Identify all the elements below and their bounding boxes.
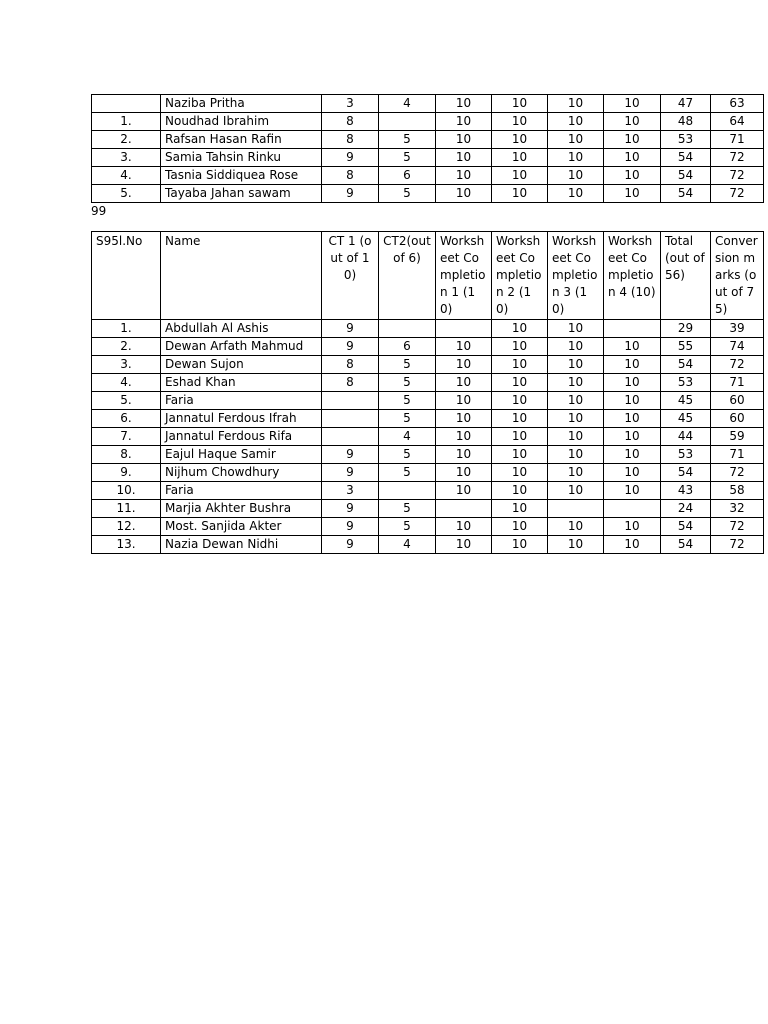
serial-cell: 7. (92, 428, 161, 446)
name-cell: Dewan Sujon (161, 356, 322, 374)
ws4-cell: 10 (604, 356, 661, 374)
total-cell: 44 (661, 428, 711, 446)
ws3-cell: 10 (548, 356, 604, 374)
ws4-cell: 10 (604, 446, 661, 464)
ct2-cell: 5 (379, 410, 436, 428)
ws3-cell: 10 (548, 464, 604, 482)
serial-cell: 4. (92, 167, 161, 185)
conversion-cell: 58 (711, 482, 764, 500)
ct2-cell: 5 (379, 392, 436, 410)
table-row (92, 464, 764, 482)
ws2-cell: 10 (492, 131, 548, 149)
table-row (92, 410, 764, 428)
ws3-cell: 10 (548, 338, 604, 356)
ws1-cell (436, 500, 492, 518)
table-row (92, 95, 764, 113)
ws4-cell: 10 (604, 374, 661, 392)
ws1-cell: 10 (436, 149, 492, 167)
table-row (92, 518, 764, 536)
ws2-cell: 10 (492, 167, 548, 185)
header-ws2: Worksheet Completion 2 (10) (492, 232, 548, 320)
ws4-cell (604, 320, 661, 338)
conversion-cell: 71 (711, 374, 764, 392)
ws3-cell: 10 (548, 536, 604, 554)
name-cell: Most. Sanjida Akter (161, 518, 322, 536)
total-cell: 54 (661, 356, 711, 374)
ws2-cell: 10 (492, 113, 548, 131)
ws4-cell: 10 (604, 464, 661, 482)
total-cell: 54 (661, 464, 711, 482)
ws3-cell: 10 (548, 185, 604, 203)
table-row (92, 338, 764, 356)
ws4-cell: 10 (604, 167, 661, 185)
ws1-cell: 10 (436, 410, 492, 428)
conversion-cell: 63 (711, 95, 764, 113)
conversion-cell: 72 (711, 536, 764, 554)
conversion-cell: 72 (711, 149, 764, 167)
ws3-cell: 10 (548, 149, 604, 167)
ws4-cell: 10 (604, 392, 661, 410)
conversion-cell: 72 (711, 185, 764, 203)
header-serial: S95l.No (92, 232, 161, 320)
ct1-cell: 8 (322, 356, 379, 374)
ct2-cell (379, 320, 436, 338)
ws4-cell: 10 (604, 149, 661, 167)
name-cell: Rafsan Hasan Rafin (161, 131, 322, 149)
ct1-cell: 8 (322, 374, 379, 392)
ws1-cell: 10 (436, 392, 492, 410)
ws4-cell: 10 (604, 410, 661, 428)
serial-cell: 5. (92, 185, 161, 203)
ws1-cell: 10 (436, 446, 492, 464)
name-cell: Noudhad Ibrahim (161, 113, 322, 131)
ct2-cell: 5 (379, 185, 436, 203)
serial-cell: 5. (92, 392, 161, 410)
ct2-cell: 5 (379, 446, 436, 464)
ws1-cell: 10 (436, 482, 492, 500)
header-ct2: CT2(out of 6) (379, 232, 436, 320)
ws3-cell: 10 (548, 320, 604, 338)
ws3-cell (548, 500, 604, 518)
table-row (92, 428, 764, 446)
ct2-cell: 6 (379, 338, 436, 356)
ws1-cell: 10 (436, 464, 492, 482)
ws1-cell: 10 (436, 185, 492, 203)
table-row (92, 113, 764, 131)
ws3-cell: 10 (548, 113, 604, 131)
ct2-cell: 5 (379, 356, 436, 374)
conversion-cell: 72 (711, 167, 764, 185)
ct2-cell: 6 (379, 167, 436, 185)
ws4-cell: 10 (604, 518, 661, 536)
ct2-cell: 4 (379, 95, 436, 113)
ct1-cell: 9 (322, 464, 379, 482)
ws3-cell: 10 (548, 392, 604, 410)
serial-cell: 9. (92, 464, 161, 482)
ct1-cell: 9 (322, 518, 379, 536)
ct2-cell: 5 (379, 374, 436, 392)
total-cell: 54 (661, 518, 711, 536)
conversion-cell: 71 (711, 446, 764, 464)
ct1-cell: 9 (322, 149, 379, 167)
table-row (92, 482, 764, 500)
ws1-cell: 10 (436, 374, 492, 392)
ct1-cell: 9 (322, 500, 379, 518)
ct1-cell: 9 (322, 338, 379, 356)
ws2-cell: 10 (492, 428, 548, 446)
conversion-cell: 59 (711, 428, 764, 446)
header-ws1: Worksheet Completion 1 (10) (436, 232, 492, 320)
serial-cell: 3. (92, 149, 161, 167)
name-cell: Faria (161, 482, 322, 500)
name-cell: Jannatul Ferdous Rifa (161, 428, 322, 446)
table-row (92, 131, 764, 149)
ws3-cell: 10 (548, 410, 604, 428)
name-cell: Tayaba Jahan sawam (161, 185, 322, 203)
ct1-cell: 9 (322, 446, 379, 464)
total-cell: 55 (661, 338, 711, 356)
total-cell: 54 (661, 536, 711, 554)
table-row (92, 500, 764, 518)
total-cell: 45 (661, 410, 711, 428)
ct2-cell: 4 (379, 536, 436, 554)
ct1-cell: 8 (322, 167, 379, 185)
total-cell: 48 (661, 113, 711, 131)
ws2-cell: 10 (492, 320, 548, 338)
total-cell: 45 (661, 392, 711, 410)
ws2-cell: 10 (492, 410, 548, 428)
ct2-cell: 5 (379, 518, 436, 536)
serial-cell: 1. (92, 320, 161, 338)
ws4-cell: 10 (604, 95, 661, 113)
total-cell: 53 (661, 446, 711, 464)
table-row (92, 167, 764, 185)
ct1-cell: 9 (322, 320, 379, 338)
header-name: Name (161, 232, 322, 320)
name-cell: Eajul Haque Samir (161, 446, 322, 464)
ct1-cell: 9 (322, 536, 379, 554)
table-row (92, 446, 764, 464)
ws2-cell: 10 (492, 149, 548, 167)
between-tables-label: 99 (91, 204, 107, 218)
header-total: Total (out of 56) (661, 232, 711, 320)
table-header-row (92, 232, 764, 320)
ws1-cell: 10 (436, 113, 492, 131)
conversion-cell: 60 (711, 410, 764, 428)
conversion-cell: 72 (711, 464, 764, 482)
ct1-cell: 3 (322, 95, 379, 113)
total-cell: 54 (661, 167, 711, 185)
table-row (92, 185, 764, 203)
ws1-cell: 10 (436, 428, 492, 446)
ws2-cell: 10 (492, 482, 548, 500)
total-cell: 54 (661, 185, 711, 203)
serial-cell: 2. (92, 338, 161, 356)
ct2-cell: 5 (379, 131, 436, 149)
name-cell: Jannatul Ferdous Ifrah (161, 410, 322, 428)
table-row (92, 374, 764, 392)
ws2-cell: 10 (492, 536, 548, 554)
ct2-cell: 5 (379, 464, 436, 482)
serial-cell: 11. (92, 500, 161, 518)
ws1-cell: 10 (436, 131, 492, 149)
header-ws4: Worksheet Completion 4 (10) (604, 232, 661, 320)
name-cell: Naziba Pritha (161, 95, 322, 113)
ws2-cell: 10 (492, 518, 548, 536)
name-cell: Faria (161, 392, 322, 410)
conversion-cell: 64 (711, 113, 764, 131)
table-row (92, 320, 764, 338)
serial-cell: 10. (92, 482, 161, 500)
ws1-cell: 10 (436, 356, 492, 374)
serial-cell: 4. (92, 374, 161, 392)
ws1-cell: 10 (436, 518, 492, 536)
table-row (92, 356, 764, 374)
ws2-cell: 10 (492, 185, 548, 203)
conversion-cell: 74 (711, 338, 764, 356)
ct2-cell: 5 (379, 149, 436, 167)
ct2-cell (379, 113, 436, 131)
ws2-cell: 10 (492, 356, 548, 374)
ws2-cell: 10 (492, 374, 548, 392)
conversion-cell: 39 (711, 320, 764, 338)
ws3-cell: 10 (548, 446, 604, 464)
ws4-cell: 10 (604, 113, 661, 131)
ct1-cell: 3 (322, 482, 379, 500)
ws2-cell: 10 (492, 95, 548, 113)
conversion-cell: 32 (711, 500, 764, 518)
name-cell: Dewan Arfath Mahmud (161, 338, 322, 356)
total-cell: 54 (661, 149, 711, 167)
ct1-cell: 8 (322, 113, 379, 131)
serial-cell: 2. (92, 131, 161, 149)
total-cell: 24 (661, 500, 711, 518)
ct2-cell (379, 482, 436, 500)
header-ws3: Worksheet Completion 3 (10) (548, 232, 604, 320)
serial-cell: 6. (92, 410, 161, 428)
marks-table-continued (91, 94, 764, 203)
ws1-cell: 10 (436, 95, 492, 113)
ws3-cell: 10 (548, 518, 604, 536)
total-cell: 53 (661, 131, 711, 149)
name-cell: Samia Tahsin Rinku (161, 149, 322, 167)
name-cell: Tasnia Siddiquea Rose (161, 167, 322, 185)
ws2-cell: 10 (492, 464, 548, 482)
serial-cell: 13. (92, 536, 161, 554)
ct1-cell: 8 (322, 131, 379, 149)
serial-cell: 1. (92, 113, 161, 131)
header-ct1: CT 1 (out of 10) (322, 232, 379, 320)
name-cell: Nijhum Chowdhury (161, 464, 322, 482)
ct1-cell (322, 428, 379, 446)
ws3-cell: 10 (548, 374, 604, 392)
conversion-cell: 72 (711, 518, 764, 536)
ws4-cell (604, 500, 661, 518)
ws3-cell: 10 (548, 131, 604, 149)
serial-cell (92, 95, 161, 113)
serial-cell: 8. (92, 446, 161, 464)
serial-cell: 12. (92, 518, 161, 536)
total-cell: 29 (661, 320, 711, 338)
name-cell: Eshad Khan (161, 374, 322, 392)
total-cell: 47 (661, 95, 711, 113)
table-row (92, 392, 764, 410)
ct2-cell: 5 (379, 500, 436, 518)
conversion-cell: 60 (711, 392, 764, 410)
table-row (92, 536, 764, 554)
ws2-cell: 10 (492, 392, 548, 410)
ws3-cell: 10 (548, 482, 604, 500)
ws2-cell: 10 (492, 500, 548, 518)
ws4-cell: 10 (604, 131, 661, 149)
ws3-cell: 10 (548, 95, 604, 113)
ws2-cell: 10 (492, 446, 548, 464)
ws4-cell: 10 (604, 338, 661, 356)
table-row (92, 149, 764, 167)
ct1-cell (322, 392, 379, 410)
total-cell: 53 (661, 374, 711, 392)
name-cell: Abdullah Al Ashis (161, 320, 322, 338)
ws4-cell: 10 (604, 482, 661, 500)
ws1-cell: 10 (436, 536, 492, 554)
ct1-cell: 9 (322, 185, 379, 203)
total-cell: 43 (661, 482, 711, 500)
name-cell: Nazia Dewan Nidhi (161, 536, 322, 554)
ws1-cell: 10 (436, 338, 492, 356)
name-cell: Marjia Akhter Bushra (161, 500, 322, 518)
conversion-cell: 72 (711, 356, 764, 374)
ws2-cell: 10 (492, 338, 548, 356)
ws3-cell: 10 (548, 428, 604, 446)
ws1-cell (436, 320, 492, 338)
serial-cell: 3. (92, 356, 161, 374)
ws1-cell: 10 (436, 167, 492, 185)
ws4-cell: 10 (604, 536, 661, 554)
ct2-cell: 4 (379, 428, 436, 446)
ws4-cell: 10 (604, 428, 661, 446)
header-conversion: Conversion marks (out of 75) (711, 232, 764, 320)
conversion-cell: 71 (711, 131, 764, 149)
ct1-cell (322, 410, 379, 428)
ws4-cell: 10 (604, 185, 661, 203)
marks-table (91, 231, 764, 554)
ws3-cell: 10 (548, 167, 604, 185)
